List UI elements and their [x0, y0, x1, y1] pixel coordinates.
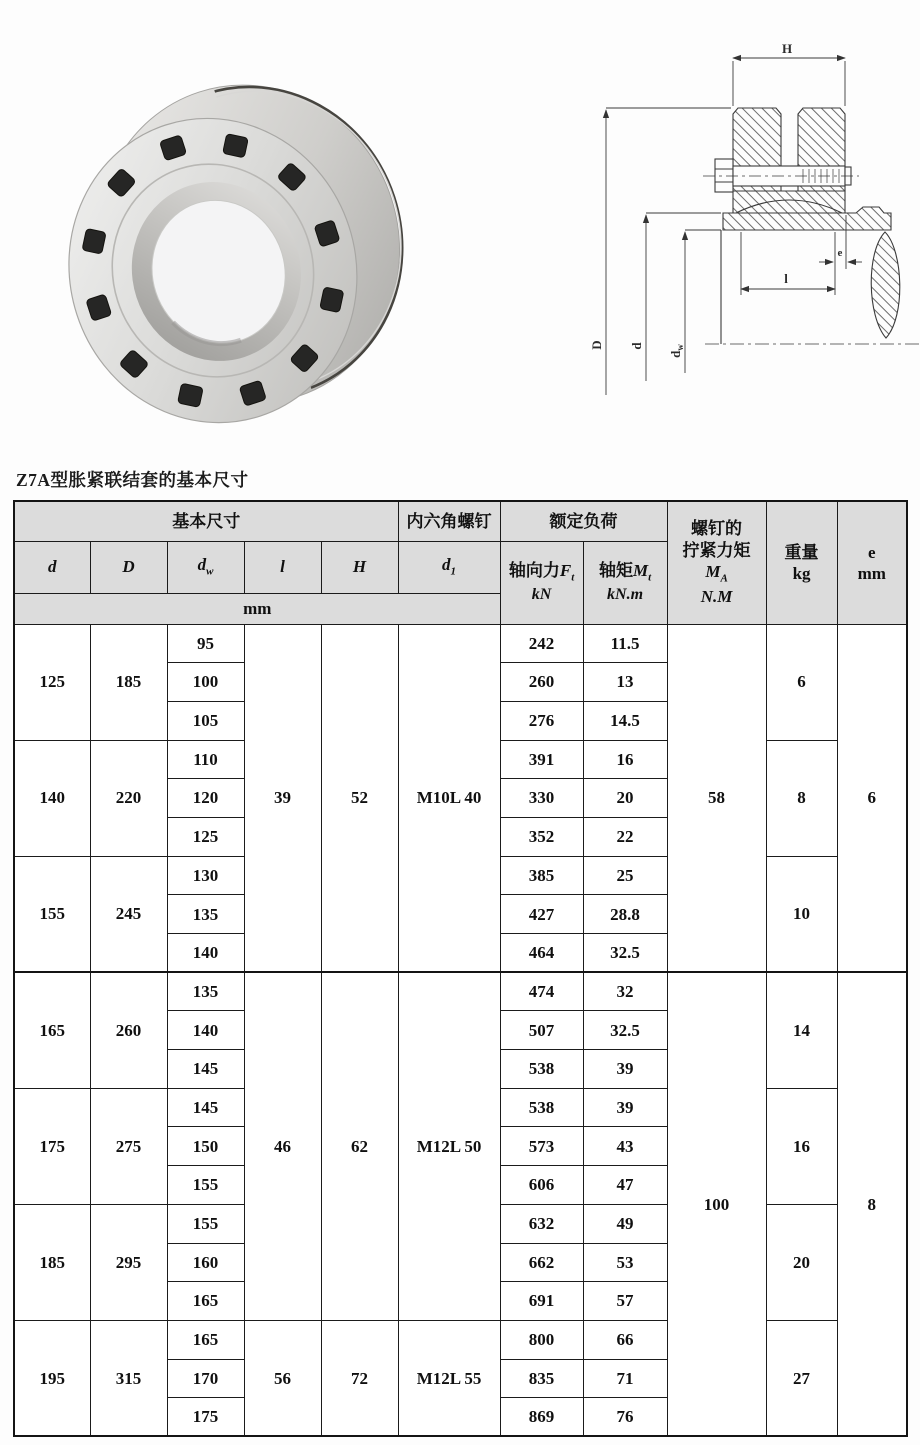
- cell-ft: 869: [500, 1398, 583, 1437]
- label-l: l: [784, 271, 788, 286]
- tilted-ring-group: [52, 68, 412, 443]
- col-D: D: [90, 541, 167, 593]
- cell-dw: 175: [167, 1398, 244, 1437]
- col-H: H: [321, 541, 398, 593]
- table-row: [14, 972, 907, 1011]
- cell-d1: M12L 55: [398, 1320, 500, 1436]
- cell-d: 140: [14, 740, 90, 856]
- cell-dw: 125: [167, 817, 244, 856]
- cell-mt: 39: [583, 1050, 667, 1089]
- cell-H: 72: [321, 1320, 398, 1436]
- cell-ft: 352: [500, 817, 583, 856]
- spec-table: [13, 500, 908, 1437]
- cell-dw: 110: [167, 740, 244, 779]
- section-drawing: [573, 33, 920, 448]
- cell-dw: 140: [167, 1011, 244, 1050]
- page-title: Z7A型胀紧联结套的基本尺寸: [16, 470, 249, 490]
- cell-kg: 8: [766, 740, 837, 856]
- cell-mt: 28.8: [583, 895, 667, 934]
- cell-D: 220: [90, 740, 167, 856]
- cell-ft: 242: [500, 624, 583, 663]
- cell-ft: 507: [500, 1011, 583, 1050]
- label-e: e: [837, 247, 843, 259]
- cell-mt: 16: [583, 740, 667, 779]
- cell-mt: 49: [583, 1204, 667, 1243]
- cell-mt: 32.5: [583, 934, 667, 973]
- cell-l: 46: [244, 972, 321, 1320]
- cell-kg: 16: [766, 1088, 837, 1204]
- cell-dw: 95: [167, 624, 244, 663]
- cell-D: 295: [90, 1204, 167, 1320]
- tighten-line1: 螺钉的: [691, 519, 743, 539]
- cell-mt: 43: [583, 1127, 667, 1166]
- label-H: H: [781, 41, 793, 56]
- cell-dw: 165: [167, 1282, 244, 1321]
- cell-l: 56: [244, 1320, 321, 1436]
- cell-dw: 170: [167, 1359, 244, 1398]
- cell-ft: 606: [500, 1166, 583, 1205]
- header-row-1: [14, 501, 907, 541]
- cell-ft: 276: [500, 701, 583, 740]
- product-photo: [52, 68, 412, 443]
- cell-ft: 474: [500, 972, 583, 1011]
- cell-dw: 145: [167, 1088, 244, 1127]
- cross-section-svg: [573, 33, 920, 448]
- label-D: D: [589, 340, 604, 350]
- e-symbol: e: [868, 542, 876, 562]
- cell-dw: 135: [167, 972, 244, 1011]
- col-d: d: [14, 541, 90, 593]
- cell-mt: 32.5: [583, 1011, 667, 1050]
- label-dw: $d_w$: [668, 344, 685, 358]
- header-rated-load: 额定负荷: [500, 501, 667, 541]
- cell-mt: 39: [583, 1088, 667, 1127]
- cell-mt: 11.5: [583, 624, 667, 663]
- cell-mt: 13: [583, 663, 667, 702]
- cell-ft: 573: [500, 1127, 583, 1166]
- cell-ft: 385: [500, 856, 583, 895]
- weight-unit: kg: [792, 563, 811, 583]
- tighten-symbol: $M_A$: [705, 561, 728, 585]
- cell-d1: M10L 40: [398, 624, 500, 972]
- cell-e: 6: [837, 624, 907, 972]
- cell-d: 125: [14, 624, 90, 740]
- cell-d: 155: [14, 856, 90, 972]
- tighten-unit: N.M: [700, 586, 733, 606]
- cell-H: 62: [321, 972, 398, 1320]
- cell-ft: 662: [500, 1243, 583, 1282]
- cell-ft: 391: [500, 740, 583, 779]
- cell-kg: 27: [766, 1320, 837, 1436]
- cell-mt: 71: [583, 1359, 667, 1398]
- table-row: [14, 624, 907, 663]
- cell-l: 39: [244, 624, 321, 972]
- label-d: d: [629, 342, 644, 350]
- cell-D: 185: [90, 624, 167, 740]
- cell-dw: 120: [167, 779, 244, 818]
- cell-dw: 145: [167, 1050, 244, 1089]
- cell-ft: 427: [500, 895, 583, 934]
- header-weight: [766, 501, 837, 624]
- header-mm-unit: mm: [14, 593, 500, 624]
- cell-mt: 66: [583, 1320, 667, 1359]
- header-tightening-torque: [667, 501, 766, 624]
- cell-D: 260: [90, 972, 167, 1088]
- cell-ft: 330: [500, 779, 583, 818]
- cell-dw: 165: [167, 1320, 244, 1359]
- locking-sleeve-photo: [52, 68, 412, 443]
- cell-d: 175: [14, 1088, 90, 1204]
- cell-mt: 14.5: [583, 701, 667, 740]
- cell-dw: 155: [167, 1204, 244, 1243]
- cell-dw: 105: [167, 701, 244, 740]
- cell-ft: 835: [500, 1359, 583, 1398]
- cell-d: 165: [14, 972, 90, 1088]
- cell-ma: 100: [667, 972, 766, 1436]
- header-basic-dimensions: 基本尺寸: [14, 501, 398, 541]
- cell-e: 8: [837, 972, 907, 1436]
- cell-d: 185: [14, 1204, 90, 1320]
- cell-mt: 32: [583, 972, 667, 1011]
- cell-d: 195: [14, 1320, 90, 1436]
- col-axle-torque: 轴矩$M_t$ kN.m: [583, 541, 667, 624]
- header-hex-screw: 内六角螺钉: [398, 501, 500, 541]
- cell-ft: 691: [500, 1282, 583, 1321]
- col-l: l: [244, 541, 321, 593]
- cell-D: 275: [90, 1088, 167, 1204]
- cell-mt: 20: [583, 779, 667, 818]
- cell-kg: 6: [766, 624, 837, 740]
- cell-mt: 47: [583, 1166, 667, 1205]
- cell-ft: 538: [500, 1088, 583, 1127]
- tighten-line2: 拧紧力矩: [682, 540, 751, 560]
- cell-ma: 58: [667, 624, 766, 972]
- cell-kg: 14: [766, 972, 837, 1088]
- col-d1: $d_1$: [398, 541, 500, 593]
- cell-dw: 160: [167, 1243, 244, 1282]
- cell-mt: 76: [583, 1398, 667, 1437]
- cell-dw: 140: [167, 934, 244, 973]
- cell-mt: 53: [583, 1243, 667, 1282]
- cell-ft: 464: [500, 934, 583, 973]
- cell-d1: M12L 50: [398, 972, 500, 1320]
- cell-mt: 57: [583, 1282, 667, 1321]
- cell-ft: 260: [500, 663, 583, 702]
- cell-kg: 10: [766, 856, 837, 972]
- cell-ft: 632: [500, 1204, 583, 1243]
- weight-label: 重量: [784, 542, 819, 562]
- cell-dw: 155: [167, 1166, 244, 1205]
- cell-D: 245: [90, 856, 167, 972]
- header-e: [837, 501, 907, 624]
- e-unit: mm: [857, 563, 886, 583]
- cell-D: 315: [90, 1320, 167, 1436]
- cell-ft: 538: [500, 1050, 583, 1089]
- cell-dw: 130: [167, 856, 244, 895]
- cell-ft: 800: [500, 1320, 583, 1359]
- cell-kg: 20: [766, 1204, 837, 1320]
- col-axial-force: 轴向力$F_t$ kN: [500, 541, 583, 624]
- cell-dw: 100: [167, 663, 244, 702]
- cell-mt: 25: [583, 856, 667, 895]
- cell-H: 52: [321, 624, 398, 972]
- cell-dw: 135: [167, 895, 244, 934]
- part-geometry: [703, 108, 919, 344]
- cell-mt: 22: [583, 817, 667, 856]
- cell-dw: 150: [167, 1127, 244, 1166]
- table-row: [14, 1320, 907, 1359]
- col-dw: $d_w$: [167, 541, 244, 593]
